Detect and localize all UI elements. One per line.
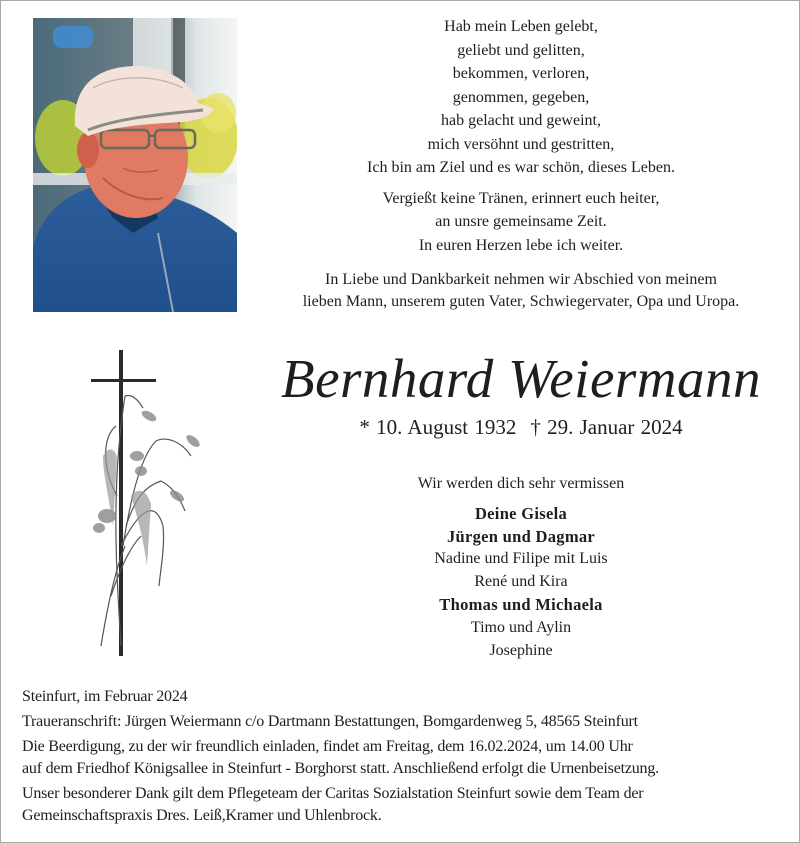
poem-stanza-2: [251, 187, 791, 258]
funeral-line: auf dem Friedhof Königsallee in Steinfurt - Borghorst statt. Anschließend erfolgt die Urnenbeisetzung.: [22, 760, 659, 777]
mourner-name: Timo und Aylin: [470, 618, 572, 636]
poem-line: Vergießt keine Tränen, erinnert euch heiter,: [382, 189, 660, 207]
poem-line: geliebt und gelitten,: [457, 41, 585, 59]
cross-with-grain-illustration: [81, 346, 221, 661]
poem-line: Hab mein Leben gelebt,: [444, 18, 598, 35]
life-dates: [251, 413, 791, 441]
mourning-address: [22, 711, 792, 733]
portrait-photo: [33, 18, 237, 312]
intro-line: In Liebe und Dankbarkeit nehmen wir Abschied von meinem: [325, 271, 717, 288]
address-text: Traueranschrift: Jürgen Weiermann c/o Dartmann Bestattungen, Bomgardenweg 5, 48565 Steinfurt: [22, 713, 638, 730]
poem-line: genommen, gegeben,: [452, 88, 590, 106]
mourner-name: Jürgen und Dagmar: [446, 526, 596, 546]
death-date: † 29. Januar 2024: [530, 415, 683, 439]
poem-line: an unsre gemeinsame Zeit.: [435, 213, 607, 230]
poem-stanza-1: [251, 15, 791, 180]
thanks-line: Unser besonderer Dank gilt dem Pflegeteam der Caritas Sozialstation Steinfurt sowie dem Team der: [22, 785, 644, 802]
cross-icon: [81, 346, 221, 661]
family-motto: Wir werden dich sehr vermissen: [417, 475, 625, 492]
poem: [251, 15, 791, 264]
place-date: [22, 686, 792, 708]
mourner-name: René und Kira: [474, 573, 568, 591]
poem-line: bekommen, verloren,: [452, 65, 590, 82]
mourner-name: Deine Gisela: [474, 503, 568, 523]
notice-footer: [22, 686, 792, 830]
mourner-name: Josephine: [489, 641, 553, 659]
place-date-text: Steinfurt, im Februar 2024: [22, 688, 188, 705]
deceased-name: Bernhard Weiermann: [280, 348, 762, 409]
mourners-list: [381, 473, 661, 662]
mourner-name: Thomas und Michaela: [439, 594, 603, 614]
poem-line: Ich bin am Ziel und es war schön, dieses Leben.: [367, 159, 675, 176]
thanks-line: Gemeinschaftspraxis Dres. Leiß,Kramer und Uhlenbrock.: [22, 807, 382, 824]
intro-line: lieben Mann, unserem guten Vater, Schwiegervater, Opa und Uropa.: [302, 293, 740, 310]
thanks-note: [22, 783, 792, 827]
poem-line: In euren Herzen lebe ich weiter.: [418, 236, 624, 254]
mourner-name: Nadine und Filipe mit Luis: [434, 550, 608, 568]
birth-date: * 10. August 1932: [359, 415, 517, 439]
poem-line: hab gelacht und geweint,: [441, 112, 601, 129]
funeral-info: [22, 736, 792, 780]
funeral-line: Die Beerdigung, zu der wir freundlich einladen, findet am Freitag, dem 16.02.2024, um 14.00 Uhr: [22, 738, 633, 755]
portrait-illustration: [33, 18, 237, 312]
farewell-intro: [251, 269, 791, 313]
poem-line: mich versöhnt und gestritten,: [427, 135, 615, 153]
